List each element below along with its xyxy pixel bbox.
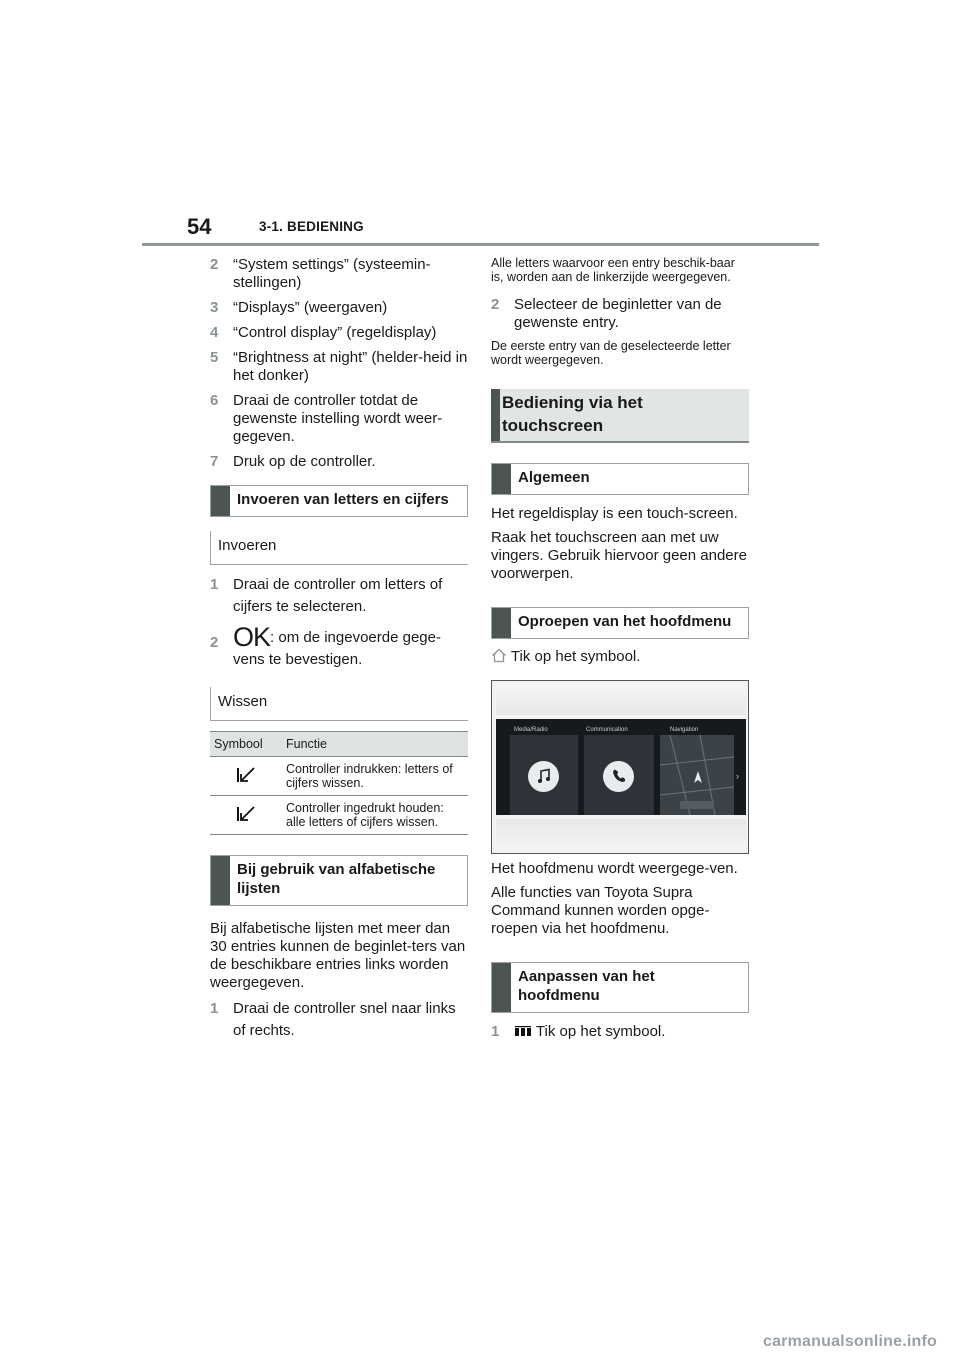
tile-navigation: Navigation bbox=[660, 735, 734, 815]
music-note-icon bbox=[537, 768, 551, 784]
subheading-invoeren: Invoeren bbox=[210, 531, 468, 565]
home-icon bbox=[491, 648, 507, 663]
tile-communication: Communication bbox=[584, 735, 654, 815]
table-row bbox=[210, 796, 468, 835]
tile-media-radio: Media/Radio bbox=[510, 735, 578, 815]
left-column bbox=[210, 256, 468, 1049]
delete-arrow-icon bbox=[236, 767, 256, 783]
heading-general: Algemeen bbox=[491, 463, 749, 495]
heading-letters: Invoeren van letters en cijfers bbox=[210, 485, 468, 517]
step-alpha-1: 1 Draai de controller snel naar links of rechts. bbox=[210, 1000, 456, 1039]
subheading-wissen: Wissen bbox=[210, 687, 468, 721]
paragraph-main-1: Het hoofdmenu wordt weergege-ven. bbox=[491, 860, 738, 877]
section-title: 3-1. BEDIENING bbox=[259, 219, 364, 234]
table-header-function: Functie bbox=[282, 732, 468, 757]
paragraph-first-entry: De eerste entry van de geselecteerde letter wordt weergegeven. bbox=[491, 339, 731, 367]
step-item: 5 “Brightness at night” (helder-heid in het donker) bbox=[210, 349, 468, 384]
ok-icon: OK bbox=[233, 622, 271, 652]
paragraph-touch-1: Het regeldisplay is een touch-screen. bbox=[491, 505, 738, 522]
menu-tiles-icon bbox=[514, 1025, 532, 1037]
map-preview bbox=[660, 735, 734, 815]
paragraph-touch-2: Raak het touchscreen aan met uw vingers. Gebruik hiervoor geen andere voorwerpen. bbox=[491, 529, 747, 582]
paragraph-alphabetic: Bij alfabetische lijsten met meer dan 30 entries kunnen de beginlet-ters van de beschikbare entries links worden weergegeven. bbox=[210, 920, 466, 991]
symbol-table bbox=[210, 731, 468, 835]
step-select-letter: 2 Selecteer de beginletter van de gewenste entry. bbox=[491, 296, 722, 331]
table-cell-function: Controller ingedrukt houden: alle letters of cijfers wissen. bbox=[282, 796, 468, 835]
step-invoeren-2: 2 OK: om de ingevoerde gege-vens te bevestigen. bbox=[210, 622, 441, 668]
step-item: 2 “System settings” (systeemin-stellingen) bbox=[210, 256, 431, 291]
heading-main-menu: Oproepen van het hoofdmenu bbox=[491, 607, 749, 639]
paragraph-main-2: Alle functies van Toyota Supra Command kunnen worden opge-roepen via het hoofdmenu. bbox=[491, 884, 710, 937]
tap-home-line: Tik op het symbool. bbox=[491, 648, 749, 666]
table-cell-function: Controller indrukken: letters of cijfers wissen. bbox=[282, 757, 468, 796]
paragraph-letters: Alle letters waarvoor een entry beschik-baar is, worden aan de linkerzijde weergegeven. bbox=[491, 256, 735, 284]
watermark: carmanualsonline.info bbox=[762, 1333, 937, 1350]
table-row bbox=[210, 757, 468, 796]
phone-icon bbox=[611, 768, 627, 784]
heading-alphabetic: Bij gebruik van alfabetische lijsten bbox=[210, 855, 468, 906]
step-invoeren-1: 1 Draai de controller om letters of cijfers te selecteren. bbox=[210, 576, 443, 615]
steps-list bbox=[210, 256, 468, 471]
right-column bbox=[491, 256, 749, 1048]
step-item: 4 “Control display” (regeldisplay) bbox=[210, 324, 437, 341]
step-item: 6 Draai de controller totdat de gewenste instelling wordt weer-gegeven. bbox=[210, 392, 443, 445]
heading-touchscreen: Bediening via het touchscreen bbox=[491, 389, 749, 443]
step-item: 3 “Displays” (weergaven) bbox=[210, 299, 388, 316]
header-rule bbox=[142, 243, 819, 246]
main-menu-screenshot bbox=[491, 680, 749, 854]
delete-arrow-icon bbox=[236, 806, 256, 822]
step-adjust-1: 1 Tik op het symbool. bbox=[491, 1023, 666, 1040]
heading-adjust-main-menu: Aanpassen van het hoofdmenu bbox=[491, 962, 749, 1013]
table-header-symbol: Symbool bbox=[210, 732, 282, 757]
chevron-right-icon: › bbox=[736, 771, 739, 781]
step-item: 7 Druk op de controller. bbox=[210, 453, 376, 470]
page-number: 54 bbox=[187, 214, 212, 239]
